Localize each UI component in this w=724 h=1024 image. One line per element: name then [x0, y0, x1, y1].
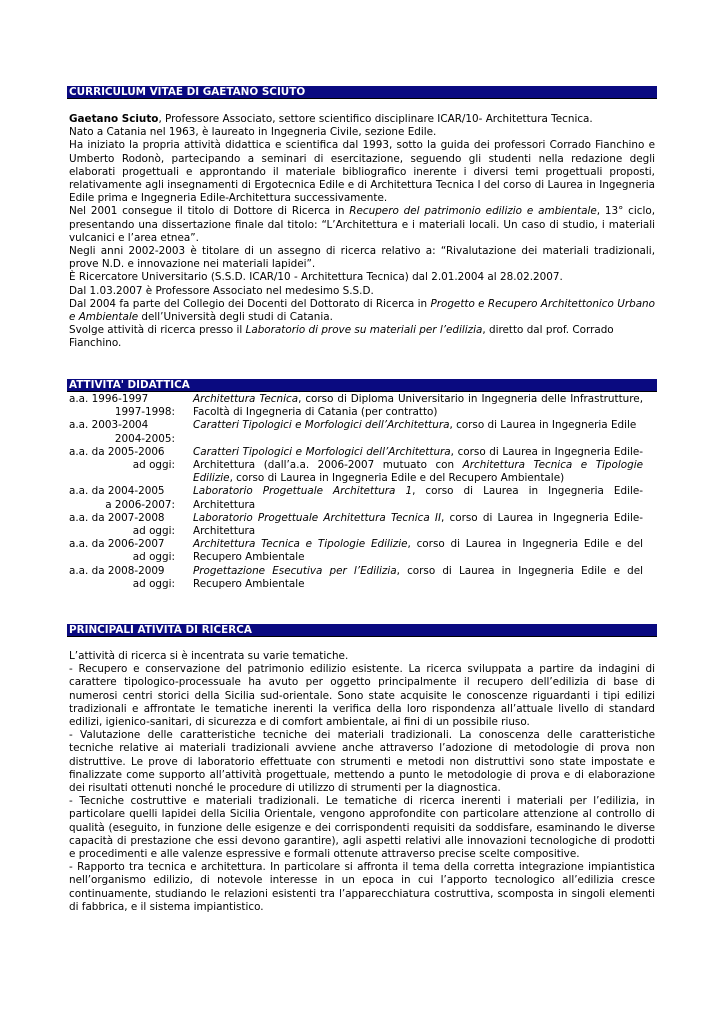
teaching-description: Caratteri Tipologici e Morfologici dell’Architettura, corso di Laurea in Ingegneria Edile-Architettura (dall’a.a. 2006-2007 mutuato con Architettura Tecnica e Tipologie Edilizie, corso di Laurea in Ingegneria Edile e del Recupero Ambientale): [193, 445, 643, 485]
teaching-section-header: ATTIVITA' DIDATTICA: [67, 379, 657, 392]
research-topic-techniques: - Tecniche costruttive e materiali tradizionali. Le tematiche di ricerca inerenti i materiali per l’edilizia, in particolare quelli lapidei della Sicilia Orientale, vengono approfondite con particolare attenzione al controllo di qualità (eseguito, in funzione delle esigenze e dei corrispondenti requisiti da soddisfare, esaminando le diverse capacità di prestazione che essi devono garantire), agli aspetti relativi alle innovazioni tecnologiche di prodotti e procedimenti e alle valenze espressive e formali ottenute attraverso precise scelte compositive.: [69, 795, 655, 861]
cv-body: [69, 113, 655, 351]
research-topic-recovery: - Recupero e conservazione del patrimonio edilizio esistente. La ricerca sviluppata a partire da indagini di carattere tipologico-processuale ha avuto per oggetto principalmente il recupero dell’edilizia di base di numerosi centri storici della Sicilia sud-orientale. Sono state acquisite le conoscenze riguardanti i tipi edilizi tradizionali e affrontate le tematiche inerenti la verifica della loro rispondenza all’attuale livello di standard edilizi, igienico-sanitari, di sicurezza e di comfort ambientale, ai fini di un possibile riuso.: [69, 663, 655, 729]
cv-paragraph-activity: Ha iniziato la propria attività didattica e scientifica dal 1993, sotto la guida dei professori Corrado Fianchino e Umberto Rodonò, partecipando a seminari di esercitazione, seguendo gli studenti nella redazione degli elaborati progettuali e approntando il materiale bibliografico inerente i diversi temi progettuali proposti, relativamente agli insegnamenti di Ergotecnica Edile e di Architettura Tecnica I del corso di Laurea in Ingegneria Edile prima e Ingegneria Edile-Architettura successivamente.: [69, 139, 655, 205]
teaching-description: Architettura Tecnica e Tipologie Edilizie, corso di Laurea in Ingegneria Edile e del Recupero Ambientale: [193, 538, 644, 564]
teaching-item: [69, 512, 655, 538]
research-body: [69, 650, 655, 914]
cv-paragraph-birth: Nato a Catania nel 1963, è laureato in Ingegneria Civile, sezione Edile.: [69, 126, 437, 139]
teaching-item: [69, 446, 655, 486]
teaching-item: [69, 565, 655, 591]
teaching-period: a.a. da 2007-2008 ad oggi:: [69, 511, 175, 538]
research-topic-architecture: - Rapporto tra tecnica e architettura. In particolare si affronta il tema della corretta integrazione impiantistica nell’organismo edilizio, di notevole interesse in un epoca in cui l’apporto tecnologico all’edilizia cresce continuamente, studiando le relazioni esistenti tra l’apparecchiatura costruttiva, scomposta in singoli elementi di fabbrica, e il sistema impiantistico.: [69, 861, 655, 913]
teaching-item: [69, 393, 655, 419]
teaching-period: a.a. da 2005-2006 ad oggi:: [69, 445, 175, 472]
teaching-description: Caratteri Tipologici e Morfologici dell’Architettura, corso di Laurea in Ingegneria Edile: [193, 419, 637, 432]
teaching-description: Progettazione Esecutiva per l’Edilizia, corso di Laurea in Ingegneria Edile e del Recupero Ambientale: [193, 564, 643, 590]
teaching-period: a.a. da 2008-2009 ad oggi:: [69, 564, 175, 590]
cv-paragraph-doctorate: Nel 2001 consegue il titolo di Dottore di Ricerca in Recupero del patrimonio edilizio e ambientale, 13° ciclo, presentando una dissertazione finale dal titolo: “L’Architettura e i materiali locali. Un caso di studio, i materiali vulcanici e l’area etnea”.: [69, 205, 656, 244]
teaching-item: [69, 485, 655, 511]
teaching-description: Architettura Tecnica, corso di Diploma Universitario in Ingegneria delle Infrastrutture, Facoltà di Ingegneria di Catania (per contratto): [193, 393, 643, 419]
research-topic-materials: - Valutazione delle caratteristiche tecniche dei materiali tradizionali. La conoscenza delle caratteristiche tecniche relative ai materiali tradizionali avviene anche attraverso l’adozione di metodologie di prova non distruttive. Le prove di laboratorio effettuate con strumenti e metodi non distruttivi sono state impostate e finalizzate come supporto all’attività progettuale, mettendo a punto le metodologie di prova e di elaborazione dei risultati ottenuti nonché le procedure di utilizzo di strumenti per la diagnostica.: [69, 729, 655, 795]
teaching-period: a.a. 1996-1997 1997-1998:: [69, 393, 175, 419]
teaching-period: a.a. da 2006-2007 ad oggi:: [69, 538, 175, 564]
teaching-period: a.a. 2003-2004 2004-2005:: [69, 419, 175, 445]
cv-paragraph-laboratory: Svolge attività di ricerca presso il Laboratorio di prove su materiali per l’edilizia, diretto dal prof. Corrado Fianchino.: [69, 324, 614, 350]
cv-paragraph-role: Gaetano Sciuto, Professore Associato, settore scientifico disciplinare ICAR/10- Architettura Tecnica.: [69, 113, 593, 125]
teaching-period: a.a. da 2004-2005 a 2006-2007:: [69, 485, 175, 511]
cv-paragraph-grant: Negli anni 2002-2003 è titolare di un assegno di ricerca relativo a: “Rivalutazione dei materiali tradizionali, prove N.D. e innovazione nei materiali lapidei”.: [69, 245, 655, 271]
cv-paragraph-associate: Dal 1.03.2007 è Professore Associato nel medesimo S.S.D.: [69, 284, 374, 297]
teaching-description: Laboratorio Progettuale Architettura Tecnica II, corso di Laurea in Ingegneria Edile-Architettura: [193, 511, 643, 538]
research-section-header: PRINCIPALI ATIVITÀ DI RICERCA: [67, 624, 657, 637]
cv-section-header: CURRICULUM VITAE DI GAETANO SCIUTO: [67, 86, 657, 99]
cv-name: Gaetano Sciuto: [69, 113, 159, 125]
cv-paragraph-college: Dal 2004 fa parte del Collegio dei Docenti del Dottorato di Ricerca in Progetto e Recupero Architettonico Urbano e Ambientale dell’Università degli studi di Catania.: [69, 297, 656, 324]
cv-paragraph-researcher: È Ricercatore Universitario (S.S.D. ICAR/10 - Architettura Tecnica) dal 2.01.2004 al 28.02.2007.: [69, 271, 563, 284]
teaching-item: [69, 419, 655, 445]
teaching-list: [69, 393, 655, 591]
research-intro: L’attività di ricerca si è incentrata su varie tematiche.: [69, 650, 349, 662]
teaching-description: Laboratorio Progettuale Architettura 1, corso di Laurea in Ingegneria Edile-Architettura: [193, 485, 643, 511]
teaching-item: [69, 538, 655, 564]
